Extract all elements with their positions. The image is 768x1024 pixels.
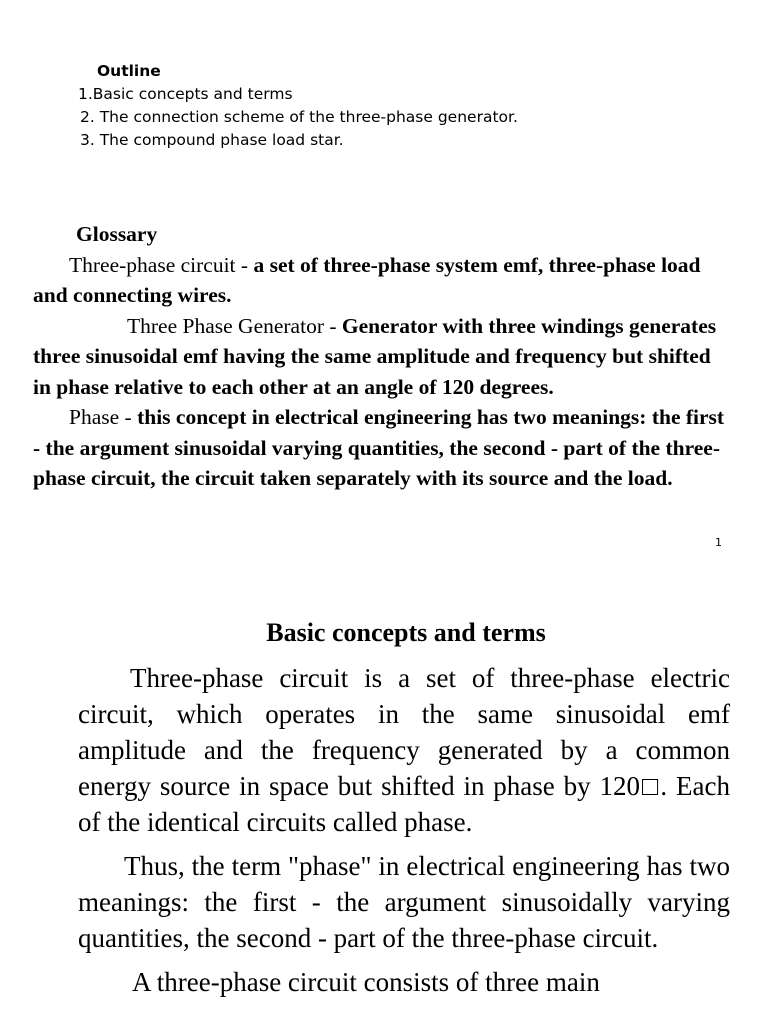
outline-item-1: 1.Basic concepts and terms (78, 85, 293, 103)
section-title: Basic concepts and terms (266, 618, 546, 647)
glossary-definition: a set of three-phase system emf, three-phase load and connecting wires. (33, 252, 701, 307)
glossary-term: Three-phase circuit - (69, 252, 254, 277)
glossary-section (33, 219, 733, 494)
glossary-entry-phase (33, 402, 733, 494)
glossary-entry-three-phase-circuit (33, 250, 733, 311)
glossary-definition: Generator with three windings generates three sinusoidal emf having the same amplitude and frequency but shifted in phase relative to each other at an angle of 120 degrees. (33, 313, 717, 399)
outline-title: Outline (97, 62, 161, 80)
section-body (78, 660, 730, 1008)
glossary-definition: this concept in electrical engineering has two meanings: the first - the argument sinusoidal varying quantities, the second - part of the three-phase circuit, the circuit taken separately with its source and the load. (33, 405, 725, 490)
glossary-term: Phase - (69, 405, 138, 429)
outline-item-2: 2. The connection scheme of the three-phase generator. (80, 108, 518, 126)
body-paragraph-3: A three-phase circuit consists of three main (132, 967, 600, 997)
body-paragraph-1: Three-phase circuit is a set of three-phase electric circuit, which operates in the same sinusoidal emf amplitude and the frequency generated by a common energy source in space but shifted in phase by 120□. Each of the identical circuits called phase. (78, 663, 730, 837)
glossary-title: Glossary (76, 222, 158, 246)
outline-section (78, 60, 518, 152)
body-paragraph-2: Thus, the term "phase" in electrical engineering has two meanings: the first - the argument sinusoidally varying quantities, the second - part of the three-phase circuit. (78, 851, 730, 953)
page-number: 1 (715, 536, 722, 549)
outline-item-3: 3. The compound phase load star. (80, 131, 344, 149)
glossary-term: Three Phase Generator - (127, 313, 342, 338)
glossary-entry-three-phase-generator (33, 311, 733, 403)
